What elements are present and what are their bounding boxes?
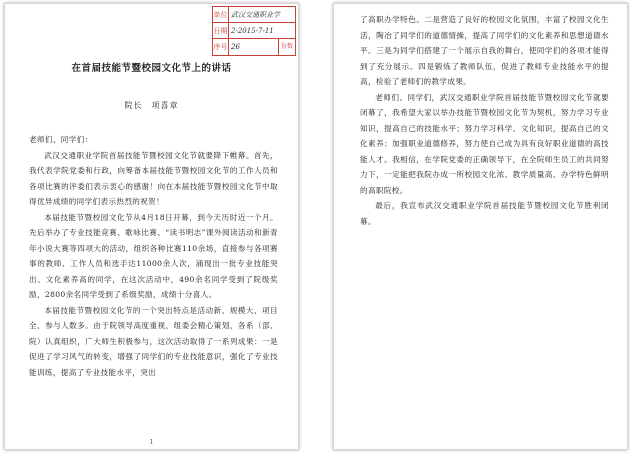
stamp-label-date: 日期 <box>213 23 229 39</box>
speech-title: 在首届技能节暨校园文化节上的讲话 <box>71 63 232 74</box>
paragraph: 老师们、同学们，武汉交通职业学院首届技能节暨校园文化节就要闭幕了，我希望大家以举办技能节暨校园文化节为契机，努力学习专业知识，提高自己的技能水平；努力学习科学、文化知识，提高自己的文化素养；加强职业道德修养，努力使自己成为具有良好职业道德的高技能人才。我相信，在学院党委的正确领导下，在全院师生员工的共同努力下，一定能把我院办成一所校园文化浓、教学质量高、办学特色鲜明的高职院校。 <box>360 92 609 195</box>
paragraph: 了高职办学特色。二是营造了良好的校园文化氛围，丰富了校园文化生活，陶冶了同学们的道德情操，提高了同学们的文化素养和思想道德水平。三是为同学们搭建了一个展示自我的舞台，使同学们的各项才能得到了充分展示。四是锻炼了教师队伍，促进了教师专业技能水平的提高，检验了老师们的教学成果。 <box>360 15 609 86</box>
paragraph: 本届技能节暨校园文化节的一个突出特点是活动新、规模大、项目全、参与人数多。由于院领导高度重视，组委会精心策划，各系（部、院）认真组织，广大师生积极参与，这次活动取得了一系列成果：一是促进了学习风气的转变，增强了同学们的专业技能意识，强化了专业技能训练，提高了专业技能水平，突出 <box>29 305 278 377</box>
stamp-label-serial: 序号 <box>213 39 229 55</box>
page-number: 1 <box>149 439 154 446</box>
speech-body-page-1 <box>29 132 278 380</box>
stamp-label-copies: 份数 <box>278 39 295 55</box>
stamp-value-serial: 26 <box>231 43 240 51</box>
salutation: 老师们、同学们： <box>29 135 93 144</box>
paragraph: 武汉交通职业学院首届技能节暨校园文化节就要降下帷幕。首先，我代表学院党委和行政，向筹备本届技能节暨校园文化节的工作人员和各项比赛的评委们表示衷心的感谢！向在本届技能节暨校园文化节中取得优异成绩的同学们表示热烈的祝贺！ <box>29 150 278 206</box>
stamp-row-serial <box>229 39 295 55</box>
document-page-2 <box>333 3 628 450</box>
stamp-value-date: 2-2015-7-11 <box>229 23 295 39</box>
speech-author: 院长 项喜章 <box>124 101 179 110</box>
speech-body-page-2 <box>360 12 609 229</box>
paragraph: 本届技能节暨校园文化节从4月18日开幕，到今天历时近一个月。先后举办了专业技能竞赛、歌咏比赛、“读书明志”课外阅读活动和新青年小说大赛等四项大的活动，组织各种比赛110余场，直接参与各项赛事的教师、工作人员和选手达11000余人次，涌现出一批专业技能突出、文化素养高的同学，在这次活动中，490余名同学受到了院级奖励，2800余名同学受到了系级奖励，成绩十分喜人。 <box>29 212 278 299</box>
paragraph: 最后，我宣布武汉交通职业学院首届技能节暨校园文化节胜利闭幕。 <box>360 201 609 226</box>
stamp-label-unit: 单位 <box>213 7 229 23</box>
document-page-1 <box>4 3 299 450</box>
receipt-stamp <box>212 6 296 56</box>
stamp-value-unit: 武汉交通职业学 <box>229 7 295 23</box>
